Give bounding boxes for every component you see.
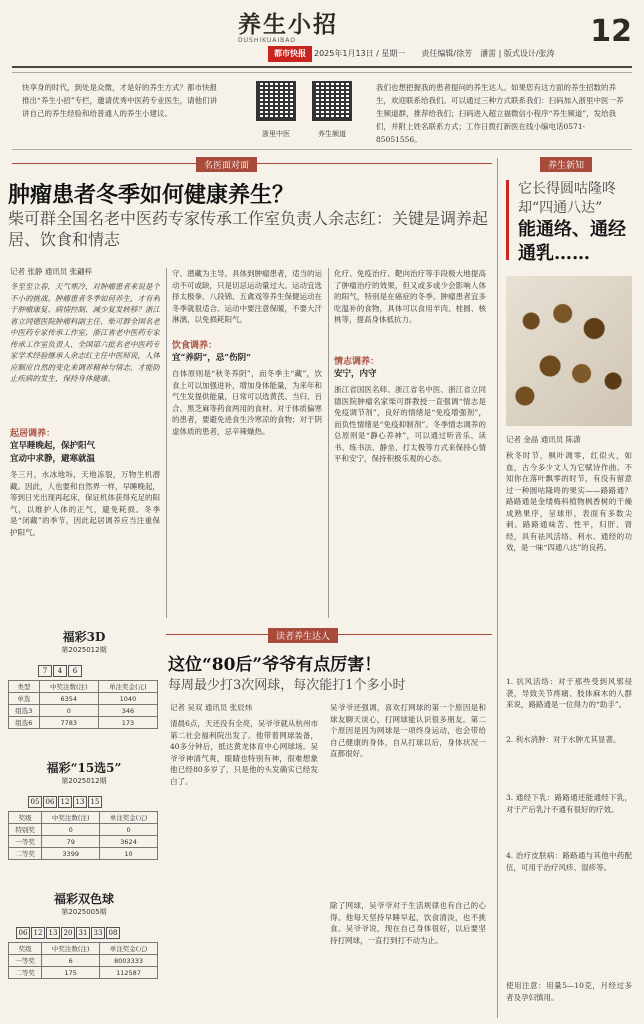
tennis-col2-text: 吴爷爷还强调，喜欢打网球的第一个原因是和球友聊天谈心，打网球能认识很多朋友。第二个原因是因为网球是一项终身运动，也会带给自己健康的身体，自从打球以后，身体状况一直都很好。 bbox=[330, 703, 486, 758]
lottery-title-3: 福彩双色球 bbox=[53, 892, 114, 906]
side-byline: 记者 金晶 通讯员 陈潇 bbox=[506, 435, 581, 444]
column-rule bbox=[497, 158, 498, 1018]
main-byline: 记者 张静 通讯员 张翩梓 bbox=[10, 267, 93, 276]
qr-code-1[interactable] bbox=[256, 81, 296, 121]
table-cell: 类型 bbox=[9, 681, 40, 693]
section-tag-main: 名医面对面 bbox=[196, 157, 257, 172]
side-title-line1: 它长得圆咕隆咚 bbox=[518, 181, 616, 197]
lottery-table-1 bbox=[8, 680, 158, 729]
masthead-rule bbox=[12, 66, 632, 68]
lottery-number: 20 bbox=[61, 927, 75, 939]
side-use-3: 3. 通经下乳：路路通还能通经下乳，对于产后乳汁不通有很好的疗效。 bbox=[506, 793, 632, 814]
main-subhead: 柴可群全国名老中医药专家传承工作室负责人余志红：关键是调养起居、饮食和情志 bbox=[8, 209, 489, 249]
lottery-number: 12 bbox=[58, 796, 72, 808]
table-cell: 中奖注数(注) bbox=[42, 812, 100, 824]
date-line: 2025年1月13日 / 星期一 责任编辑/徐芳 潘雷 | 版式设计/张涛 bbox=[314, 49, 555, 58]
table-cell: 7783 bbox=[39, 717, 98, 729]
table-cell: 二等奖 bbox=[9, 967, 42, 979]
main-col2-text: 守、潜藏为主导。具体到肿瘤患者，适当的运动不可或缺，只是切忌运动量过大。运动宜选择太极拳、八段锦、五禽戏等养生保健运动在冬季就很适合。运动中要注意保暖，不要大汗淋漓，以免损耗阳气。 bbox=[172, 269, 322, 324]
lottery-numbers-2 bbox=[28, 789, 160, 808]
table-cell: 0 bbox=[42, 824, 100, 836]
table-cell: 112587 bbox=[100, 967, 158, 979]
table-cell: 一等奖 bbox=[9, 955, 42, 967]
table-cell: 组选6 bbox=[9, 717, 40, 729]
column-rule bbox=[166, 268, 167, 618]
lottery-numbers-1 bbox=[38, 658, 160, 677]
table-cell: 二等奖 bbox=[9, 848, 42, 860]
table-cell: 组选3 bbox=[9, 705, 40, 717]
side-title-line2: 却“四通八达” bbox=[518, 200, 603, 216]
table-cell: 6 bbox=[42, 955, 100, 967]
lottery-number: 08 bbox=[106, 927, 120, 939]
qr-label-1: 浙里中医 bbox=[262, 130, 290, 138]
brand-logo: 都市快报 bbox=[268, 46, 312, 62]
kicker-1a: 宜早睡晚起，保护阳气 bbox=[10, 441, 96, 451]
notice-left-text: 快享身的时代，到处是众微，才是好的养生方式？都市快报推出“养生小招”专栏，邀请优秀中医药专业医生，请他们讲讲自己的养生经验和给普通人的养生小建议。 bbox=[22, 83, 218, 118]
table-cell: 0 bbox=[39, 705, 98, 717]
lottery-number: 33 bbox=[91, 927, 105, 939]
side-use-1: 1. 抗风活络：对于那些受到风邪侵袭，导致关节疼痛、肢体麻木的人群来说，路路通是一位得力的“助手”。 bbox=[506, 677, 632, 709]
lottery-number: 4 bbox=[53, 665, 67, 677]
table-cell: 奖级 bbox=[9, 943, 42, 955]
side-use-4: 4. 治疗皮肤病：路路通与其他中药配伍，可用于治疗风疹、湿疹等。 bbox=[506, 851, 632, 872]
table-cell: 中奖注数(注) bbox=[42, 943, 100, 955]
main-col3-text: 化疗、免疫治疗、靶向治疗等手段极大地提高了肿瘤治疗的效果，但又或多或少会影响人体的阳气，特别是在癌症的冬季。肿瘤患者宜多吃温补的食物，具体可以食用羊肉、桂圆、核桃等，提高身体抵抗力。 bbox=[334, 269, 486, 324]
table-cell: 173 bbox=[98, 717, 157, 729]
main-headline: 肿瘤患者冬季如何健康养生？ bbox=[8, 182, 295, 208]
lottery-title-1: 福彩3D bbox=[62, 630, 106, 644]
table-cell: 一等奖 bbox=[9, 836, 42, 848]
section-title: 养生小招 bbox=[238, 11, 338, 38]
table-cell: 单注奖金(元) bbox=[100, 943, 158, 955]
lottery-number: 6 bbox=[68, 665, 82, 677]
table-cell: 3399 bbox=[42, 848, 100, 860]
lottery-issue-3: 第2025005期 bbox=[61, 908, 107, 916]
sweetgum-fruit-photo bbox=[506, 276, 632, 426]
lottery-issue-2: 第2025012期 bbox=[61, 777, 107, 785]
kicker-1b: 宜动中求静，避寒就温 bbox=[10, 454, 96, 464]
table-cell: 1040 bbox=[98, 693, 157, 705]
main-intro: 冬至至立春，天气寒冷，对肿瘤患者来说是个不小的挑战。肿瘤患者冬季如何养生，才有利于肿瘤康复、病情控制、减少复发转移？浙江省立同德医院肿瘤科副主任、柴可群全国名老中医药专家传承工作室、浙江省老中医药专家传承工作室负责人、全国第六批名老中医药专家学术经验继承人余志红主任中医师说，人体应顺应自然的变化来调养精神与情志，才能防止疾病的发生，保持身体健康。 bbox=[10, 282, 160, 383]
sub-head-2: 饮食调养： bbox=[172, 341, 218, 351]
table-cell: 中奖注数(注) bbox=[39, 681, 98, 693]
tennis-headline: 这位“80后”爷爷有点厉害！ bbox=[168, 655, 382, 675]
lottery-number: 7 bbox=[38, 665, 52, 677]
lottery-number: 12 bbox=[31, 927, 45, 939]
kicker-3a: 安宁，内守 bbox=[334, 369, 377, 379]
lottery-number: 06 bbox=[16, 927, 30, 939]
table-cell: 奖级 bbox=[9, 812, 42, 824]
main-col1-text: 冬三月，水冰地坼，天地冻裂，万物生机潜藏。因此，人也要和自然界一样，早睡晚起，等到日光出现再起床，保证机体获得充足的阳气，以维护人体的正气，避免耗损。冬季是“闭藏”的季节，因此起居调养应当注重保护阳气。 bbox=[10, 470, 160, 537]
masthead-latin: DUSHIKUAIBAO bbox=[238, 37, 296, 44]
tennis-col1-text: 清晨6点，天还没有全亮，吴爷爷就从杭州市第二社会福利院出发了。他带着网球装备，40多分钟后，抵达黄龙体育中心网球场。吴爷爷神清气爽，眼睛也特别有神，很难想象他已经80多岁了，只是他的头发确实已经发白了。 bbox=[170, 719, 318, 786]
table-cell: 10 bbox=[100, 848, 158, 860]
table-cell: 346 bbox=[98, 705, 157, 717]
lottery-block-2 bbox=[8, 759, 160, 860]
table-cell: 单注奖金(元) bbox=[100, 812, 158, 824]
main-col2-text-b: 自体原则是“秋冬养阴”，而冬季主“藏”，饮食上可以加强进补，增加身体能量，为来年和气生发提供能量，日常可以选黄芪、当归、百合、黑芝麻等药食两用的食材。对于体质偏寒的患者，要避免进食生冷寒凉的食物；对于阴虚体质的患者，忌辛辣燥热。 bbox=[172, 369, 322, 436]
page-number: 12 bbox=[590, 14, 632, 49]
table-cell: 175 bbox=[42, 967, 100, 979]
lottery-number: 15 bbox=[88, 796, 102, 808]
table-cell: 单注奖金(元) bbox=[98, 681, 157, 693]
sub-head-3: 情志调养： bbox=[334, 357, 380, 367]
table-cell: 6354 bbox=[39, 693, 98, 705]
table-cell: 79 bbox=[42, 836, 100, 848]
main-col3-text-b: 浙江省国医名师、浙江省名中医、浙江省立同德医院肿瘤名家柴可群教授一直强调“情志是免疫调节剂”，良好的情绪是“免疫增强剂”，而负性情绪是“免疫抑制剂”。冬季情志调养的总原则是“静心养神”，可以通过听音乐、读书、练书法、静坐、打太极等方式来保持心情平和安宁，保持积极乐观的心态。 bbox=[334, 385, 486, 463]
lottery-number: 31 bbox=[76, 927, 90, 939]
lottery-block-3 bbox=[8, 890, 160, 979]
lottery-number: 06 bbox=[43, 796, 57, 808]
notice-box bbox=[12, 72, 632, 150]
section-tag-side: 养生新知 bbox=[540, 157, 592, 172]
qr-code-2[interactable] bbox=[312, 81, 352, 121]
side-title-bold1: 能通络、通经 bbox=[518, 219, 626, 240]
qr-label-2: 养生频道 bbox=[318, 130, 346, 138]
side-usage-note: 使用注意：用量5—10克，月经过多者及孕妇慎用。 bbox=[506, 981, 632, 1002]
lottery-numbers-3 bbox=[16, 920, 160, 939]
section-tag-tennis: 读者养生达人 bbox=[268, 628, 338, 643]
side-use-2: 2. 利水消肿：对于水肿尤其显著。 bbox=[506, 735, 621, 744]
lottery-table-2 bbox=[8, 811, 158, 860]
side-body: 秋冬时节，枫叶凋零，红似火，如血，古今多少文人为它赋诗作曲。不知你在落叶飘零的时节，有没有留意过一种圆咕隆咚的果实——路路通？路路通是金缕梅科植物枫香树的干燥成熟果序，呈球形，表面有多数尖刺。路路通味苦、性平，归肝、肾经，具有祛风活络、利水、通经的功效，是一味“四通八达”的良药。 bbox=[506, 451, 632, 552]
notice-right-text: 我们也想把握我的患者提问的养生达人。如果您有这方面的养生招数的养生，欢迎联系给我们。可以通过三种方式联系我们：扫码加入浙里中医一养生频道群，推荐给我们；扫码进入超立福微信小程序“养生频道”，发给我们，并附上姓名联系方式；工作日拨打新医在线小编电话0571-85051556。 bbox=[376, 83, 624, 144]
table-cell: 0 bbox=[100, 824, 158, 836]
tennis-byline: 记者 吴双 通讯员 张辰炜 bbox=[170, 703, 253, 712]
tennis-subhead: 每周最少打3次网球，每次能打1个多小时 bbox=[168, 678, 406, 693]
table-cell: 8003333 bbox=[100, 955, 158, 967]
lottery-column bbox=[8, 628, 160, 1018]
lottery-table-3 bbox=[8, 942, 158, 979]
table-cell: 3624 bbox=[100, 836, 158, 848]
lottery-number: 13 bbox=[73, 796, 87, 808]
tennis-col3-text: 除了网球，吴爷爷对于生活规律也有自己的心得。他每天坚持早睡早起，饮食清淡，也不挑食。吴爷爷说，现在自己身体很好，以后要坚持打网球，一直打到打不动为止。 bbox=[330, 901, 486, 945]
kicker-2a: 宜“养阴”，忌“伤阴” bbox=[172, 353, 252, 363]
lottery-issue-1: 第2025012期 bbox=[61, 646, 107, 654]
table-cell: 特别奖 bbox=[9, 824, 42, 836]
column-rule bbox=[328, 268, 329, 618]
sub-head-1: 起居调养： bbox=[10, 429, 56, 439]
accent-bar bbox=[506, 180, 509, 260]
lottery-title-2: 福彩“15选5” bbox=[46, 761, 122, 775]
lottery-number: 13 bbox=[46, 927, 60, 939]
table-cell: 单选 bbox=[9, 693, 40, 705]
lottery-number: 05 bbox=[28, 796, 42, 808]
lottery-block-1 bbox=[8, 628, 160, 729]
side-title-bold2: 通乳…… bbox=[518, 243, 590, 264]
